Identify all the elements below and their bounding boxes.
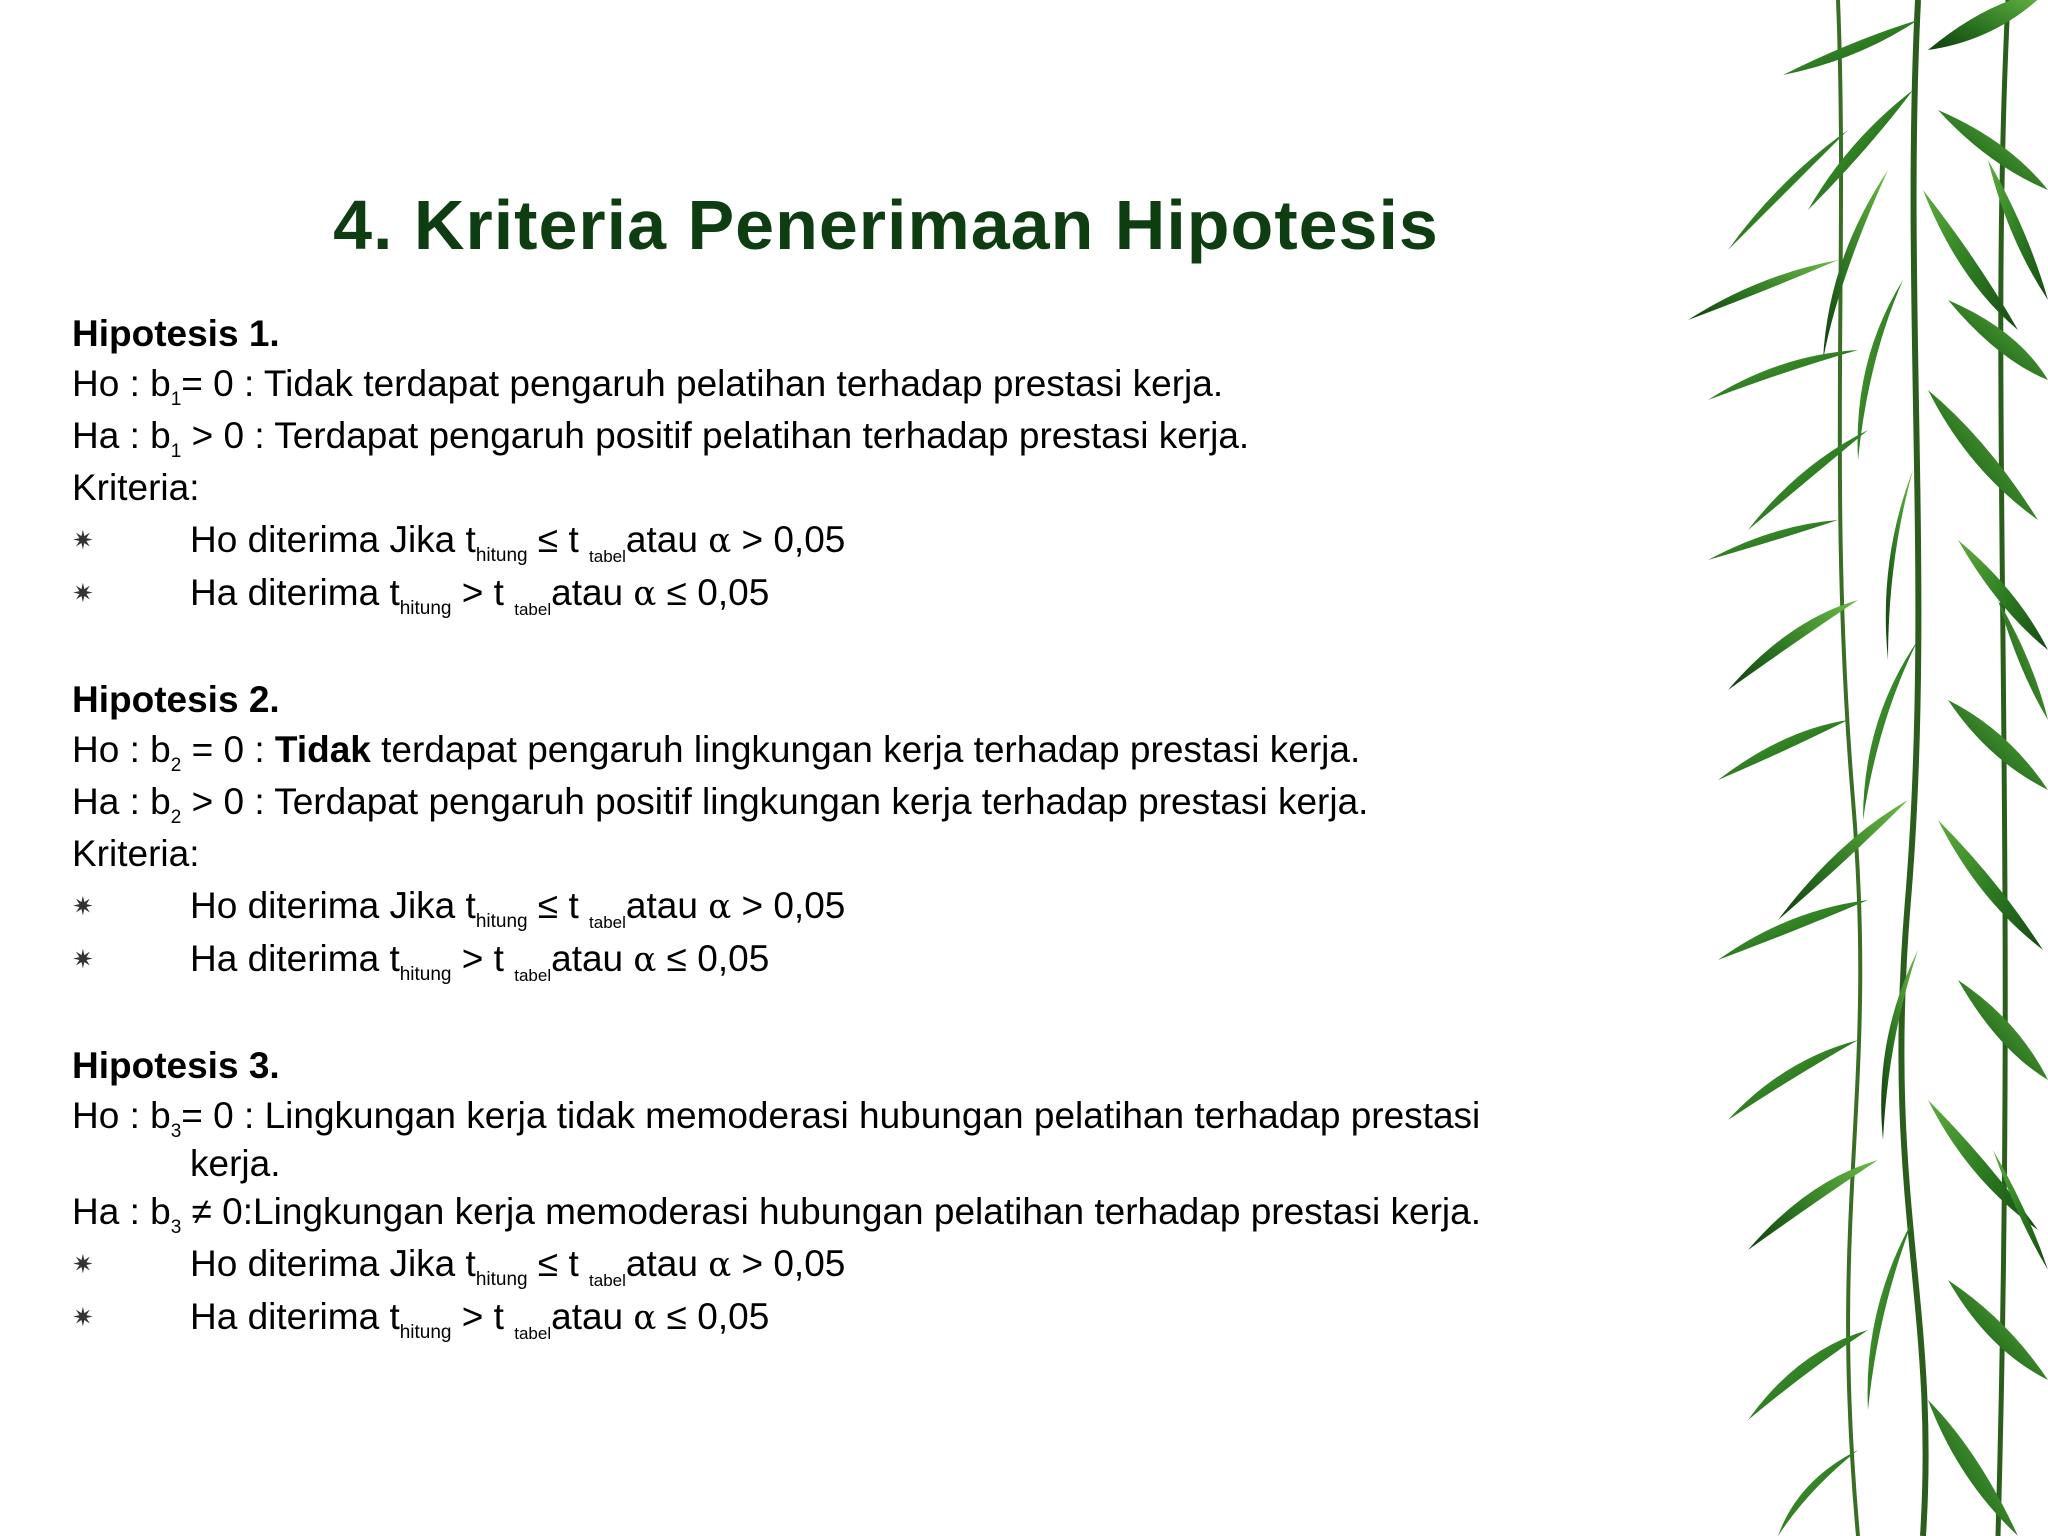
rule-ho-item bbox=[72, 1238, 1712, 1291]
ho-mid: = 0 : bbox=[181, 729, 275, 770]
hypothesis-2-heading: Hipotesis 2. bbox=[72, 679, 280, 720]
rule-ho-sub1: hitung bbox=[475, 1269, 528, 1290]
rule-ha-sub1: hitung bbox=[399, 1322, 452, 1343]
hypothesis-2-ha bbox=[72, 776, 1712, 828]
rule-ho-sub1: hitung bbox=[475, 545, 528, 566]
rule-ha-post: atau bbox=[551, 938, 634, 979]
alpha-symbol: α bbox=[708, 1245, 732, 1285]
rule-ha-pre: Ha diterima t bbox=[190, 1296, 400, 1337]
ho-text: terdapat pengaruh lingkungan kerja terhadap prestasi kerja. bbox=[370, 729, 1361, 770]
alpha-symbol: α bbox=[633, 940, 657, 980]
hypothesis-1-ha bbox=[72, 410, 1712, 462]
spacer bbox=[72, 620, 1712, 674]
alpha-symbol: α bbox=[708, 887, 732, 927]
rule-ha-pre: Ha diterima t bbox=[190, 938, 400, 979]
rule-ha-item bbox=[72, 1291, 1712, 1344]
bullet-star-icon: ✷ bbox=[72, 578, 94, 608]
criteria-label: Kriteria: bbox=[72, 833, 200, 874]
rule-ha-item bbox=[72, 933, 1712, 986]
rule-ho-mid: ≤ t bbox=[527, 1243, 590, 1284]
not-equal-symbol: ≠ bbox=[181, 1191, 223, 1232]
ha-subscript: 1 bbox=[170, 441, 182, 462]
hypothesis-1-heading: Hipotesis 1. bbox=[72, 313, 280, 354]
bullet-star-icon: ✷ bbox=[72, 944, 94, 974]
ha-text: 0:Lingkungan kerja memoderasi hubungan pelatihan terhadap prestasi kerja. bbox=[222, 1191, 1482, 1232]
rule-ha-sub2: tabel bbox=[514, 966, 552, 985]
rule-ha-mid: > t bbox=[451, 572, 515, 613]
rule-ho-tail: > 0,05 bbox=[731, 519, 846, 560]
ha-subscript: 2 bbox=[170, 807, 182, 828]
rule-ho-item bbox=[72, 880, 1712, 933]
ha-text: > 0 : Terdapat pengaruh positif pelatihan terhadap prestasi kerja. bbox=[181, 415, 1250, 456]
alpha-symbol: α bbox=[708, 521, 732, 561]
hypothesis-2-ho bbox=[72, 724, 1712, 776]
ha-prefix: Ha : b bbox=[72, 781, 171, 822]
ho-prefix: Ho : b bbox=[72, 363, 171, 404]
alpha-symbol: α bbox=[633, 574, 657, 614]
rule-ha-mid: > t bbox=[451, 938, 515, 979]
rule-ho-sub2: tabel bbox=[589, 547, 626, 566]
rule-ho-post: atau bbox=[625, 1243, 709, 1284]
bullet-star-icon: ✷ bbox=[72, 525, 94, 555]
rule-ha-sub1: hitung bbox=[399, 598, 452, 619]
ho-prefix: Ho : b bbox=[72, 729, 171, 770]
ho-text: = 0 : Lingkungan kerja tidak memoderasi hubungan pelatihan terhadap prestasi bbox=[181, 1095, 1481, 1136]
rule-ha-tail: ≤ 0,05 bbox=[656, 938, 770, 979]
rule-ho-pre: Ho diterima Jika t bbox=[190, 1243, 476, 1284]
slide-body bbox=[72, 308, 1712, 1344]
ha-text: > 0 : Terdapat pengaruh positif lingkungan kerja terhadap prestasi kerja. bbox=[181, 781, 1369, 822]
hypothesis-3-ho bbox=[72, 1090, 1712, 1142]
rule-ho-pre: Ho diterima Jika t bbox=[190, 519, 476, 560]
hypothesis-1-ho bbox=[72, 358, 1712, 410]
ho-prefix: Ho : b bbox=[72, 1095, 171, 1136]
ho-subscript: 2 bbox=[170, 755, 182, 776]
rule-ha-sub2: tabel bbox=[514, 600, 552, 619]
rule-ha-item bbox=[72, 567, 1712, 620]
ho-subscript: 3 bbox=[170, 1121, 182, 1142]
rule-ho-tail: > 0,05 bbox=[731, 885, 846, 926]
alpha-symbol: α bbox=[633, 1298, 657, 1338]
bullet-star-icon: ✷ bbox=[72, 1249, 94, 1279]
rule-ha-post: atau bbox=[551, 572, 634, 613]
criteria-label: Kriteria: bbox=[72, 467, 200, 508]
rule-ha-post: atau bbox=[551, 1296, 634, 1337]
rule-ho-mid: ≤ t bbox=[527, 885, 590, 926]
rule-ho-sub2: tabel bbox=[589, 913, 626, 932]
ho-text: = 0 : Tidak terdapat pengaruh pelatihan terhadap prestasi kerja. bbox=[181, 363, 1224, 404]
slide-title: 4. Kriteria Penerimaan Hipotesis bbox=[333, 186, 1439, 264]
ho-bold-word: Tidak bbox=[274, 729, 371, 770]
rule-ho-item bbox=[72, 514, 1712, 567]
rule-ha-sub1: hitung bbox=[399, 964, 452, 985]
rule-ha-tail: ≤ 0,05 bbox=[656, 1296, 770, 1337]
rule-ha-tail: ≤ 0,05 bbox=[656, 572, 770, 613]
bullet-star-icon: ✷ bbox=[72, 1302, 94, 1332]
ha-prefix: Ha : b bbox=[72, 415, 171, 456]
rule-ho-post: atau bbox=[625, 885, 709, 926]
rule-ho-sub1: hitung bbox=[475, 911, 528, 932]
hypothesis-3-ho-continued: kerja. bbox=[190, 1143, 281, 1184]
spacer bbox=[72, 986, 1712, 1040]
rule-ho-post: atau bbox=[625, 519, 709, 560]
rule-ha-sub2: tabel bbox=[514, 1324, 552, 1343]
rule-ho-sub2: tabel bbox=[589, 1271, 626, 1290]
rule-ha-mid: > t bbox=[451, 1296, 515, 1337]
ho-subscript: 1 bbox=[170, 389, 182, 410]
ha-subscript: 3 bbox=[170, 1217, 182, 1238]
hypothesis-3-ha bbox=[72, 1186, 1712, 1238]
rule-ho-tail: > 0,05 bbox=[731, 1243, 846, 1284]
rule-ho-mid: ≤ t bbox=[527, 519, 590, 560]
hypothesis-3-heading: Hipotesis 3. bbox=[72, 1045, 280, 1086]
rule-ho-pre: Ho diterima Jika t bbox=[190, 885, 476, 926]
rule-ha-pre: Ha diterima t bbox=[190, 572, 400, 613]
bullet-star-icon: ✷ bbox=[72, 891, 94, 921]
ha-prefix: Ha : b bbox=[72, 1191, 171, 1232]
